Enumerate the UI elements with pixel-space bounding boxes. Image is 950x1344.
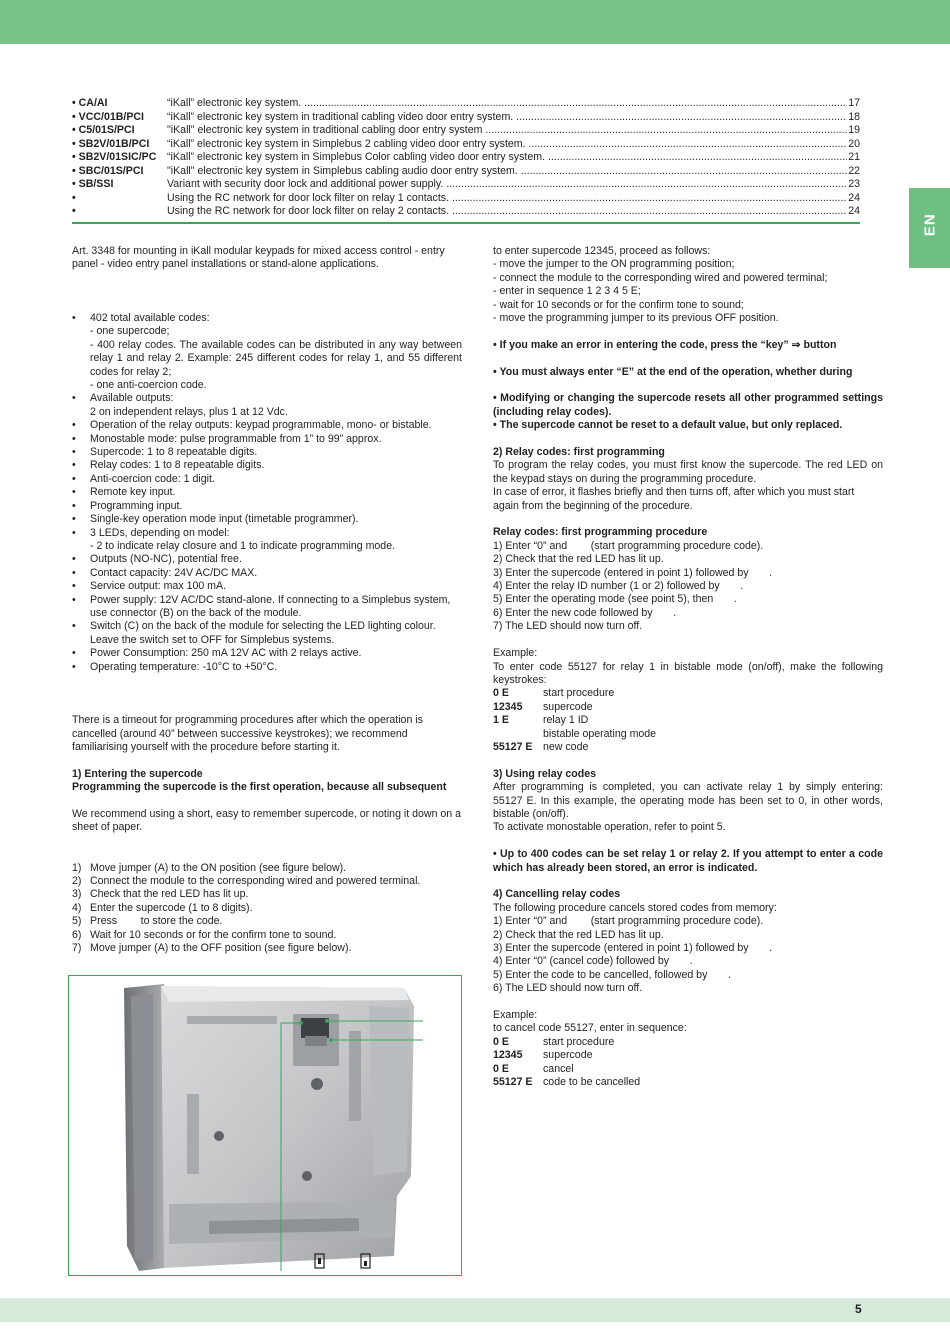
paragraph: to cancel code 55127, enter in sequence: — [493, 1022, 687, 1035]
language-tab — [909, 188, 950, 268]
toc-title: Using the RC network for door lock filter on relay 1 contacts. ..... — [167, 192, 847, 205]
toc-page: 17 — [848, 97, 860, 109]
list-item: 7) The LED should now turn off. — [493, 620, 643, 633]
page-number: 5 — [855, 1302, 862, 1316]
list-item: • 3 LEDs, depending on model: - 2 to indicate relay closure and 1 to indicate programming mode. — [72, 526, 396, 552]
toc-page: 20 — [848, 137, 860, 150]
list-item: • Supercode: 1 to 8 repeatable digits. — [72, 446, 258, 459]
toc-code: • — [72, 191, 76, 204]
toc-title: “iKall” electronic key system in Simplebus Color cabling video door entry system. ..... — [167, 151, 847, 164]
list-item: 2) Connect the module to the corresponding wired and powered terminal. — [72, 874, 421, 887]
list-item: 6) Wait for 10 seconds or for the confirm tone to sound. — [72, 928, 337, 941]
list-item: 4) Enter “0” (cancel code) followed by . — [493, 955, 693, 968]
section-heading: 4) Cancelling relay codes — [493, 888, 621, 901]
toc-page: 19 — [848, 124, 860, 136]
paragraph: To activate monostable operation, refer to point 5. — [493, 821, 726, 834]
toc-code: • VCC/01B/PCI — [72, 110, 144, 123]
list-item: 1) Move jumper (A) to the ON position (see figure below). — [72, 861, 347, 874]
list-item: 3) Check that the red LED has lit up. — [72, 888, 249, 901]
example-row: 0 E cancel — [493, 1062, 574, 1075]
list-item: • Power supply: 12V AC/DC stand-alone. If connecting to a Simplebus system, use connector (B) on the back of the module. — [72, 593, 451, 619]
note: • Modifying or changing the supercode resets all other programmed settings (including relay codes). — [493, 392, 883, 418]
toc-row[interactable] — [72, 178, 860, 192]
footer-band — [0, 1298, 950, 1322]
toc-row[interactable] — [72, 192, 860, 206]
toc-row[interactable] — [72, 138, 860, 152]
toc-code: • SBC/01S/PCI — [72, 164, 144, 177]
toc-title: “iKall” electronic key system in Simplebus 2 cabling video door entry system. ..... — [167, 138, 847, 151]
list-item: • Relay codes: 1 to 8 repeatable digits. — [72, 459, 265, 472]
list-item: • Anti-coercion code: 1 digit. — [72, 472, 215, 485]
timeout-text: There is a timeout for programming procedures after which the operation is cancelled (around 40” between successive keystrokes); we recommend familiarising yourself with the procedure before starting it. — [72, 714, 423, 753]
toc-code: • SB2V/01SIC/PC — [72, 151, 157, 163]
toc-page: 23 — [848, 178, 860, 190]
section-lead: Programming the supercode is the first operation, because all subsequent — [72, 781, 447, 794]
list-item: 6) Enter the new code followed by . — [493, 606, 677, 619]
example-row: 0 E start procedure — [493, 687, 615, 700]
list-item: 4) Enter the supercode (1 to 8 digits). — [72, 901, 253, 914]
list-item: 3) Enter the supercode (entered in point 1) followed by . — [493, 566, 773, 579]
right-column — [493, 245, 883, 1089]
example-row: bistable operating mode — [543, 727, 657, 740]
list-item: 7) Move jumper (A) to the OFF position (see figure below). — [72, 942, 352, 955]
paragraph: After programming is completed, you can activate relay 1 by simply entering: 55127 E. In this example, the operating mode has been set to 0, in other words, bistable (on/off). — [493, 781, 883, 820]
table-of-contents — [72, 97, 860, 219]
supercode-intro: to enter supercode 12345, proceed as follows: — [493, 245, 711, 257]
list-item: • Operation of the relay outputs: keypad programmable, mono- or bistable. — [72, 419, 432, 432]
list-item: • Programming input. — [72, 499, 183, 512]
note: • You must always enter “E” at the end of the operation, whether during — [493, 365, 853, 378]
list-item: 1) Enter “0” and (start programming procedure code). — [493, 915, 764, 928]
recommend-text: We recommend using a short, easy to remember supercode, or noting it down on a sheet of paper. — [72, 807, 462, 834]
toc-code: • — [72, 205, 76, 217]
list-item: - connect the module to the corresponding wired and powered terminal; — [493, 271, 828, 284]
toc-page: 22 — [848, 164, 860, 177]
list-item: 6) The LED should now turn off. — [493, 982, 643, 995]
toc-code: • SB/SSI — [72, 178, 114, 190]
note: • Up to 400 codes can be set relay 1 or relay 2. If you attempt to enter a code which has already been stored, an error is indicated. — [493, 848, 883, 874]
list-item: • Contact capacity: 24V AC/DC MAX. — [72, 566, 258, 579]
toc-row[interactable] — [72, 111, 860, 125]
paragraph: The following procedure cancels stored codes from memory: — [493, 901, 777, 914]
toc-row[interactable] — [72, 151, 860, 165]
list-item: 1) Enter “0” and (start programming procedure code). — [493, 539, 764, 552]
toc-page: 18 — [848, 110, 860, 123]
example-row: 55127 E new code — [493, 740, 589, 753]
toc-row[interactable] — [72, 124, 860, 138]
list-item: • 402 total available codes: - one supercode; - 400 relay codes. The available codes can be distributed in any way between relay 1 and relay 2. Example: 245 different codes for relay 1, and 55 different codes for relay 2; - one anti-coercion code. — [72, 312, 462, 392]
example-row: 55127 E code to be cancelled — [493, 1076, 641, 1089]
paragraph: To program the relay codes, you must first know the supercode. The red LED on the keypad stays on during the programming procedure. — [493, 459, 883, 485]
intro-text: Art. 3348 for mounting in iKall modular keypads for mixed access control - entry panel - video entry panel installations or stand-alone applications. — [72, 245, 445, 271]
toc-row[interactable] — [72, 97, 860, 111]
list-item: • Outputs (NO-NC), potential free. — [72, 553, 242, 566]
toc-page: 24 — [848, 205, 860, 217]
list-item: • Monostable mode: pulse programmable from 1” to 99” approx. — [72, 432, 382, 445]
toc-title: “iKall” electronic key system. ..... — [167, 97, 847, 110]
example-row: 12345 supercode — [493, 1049, 593, 1062]
toc-title: "iKall" electronic key system in Simplebus cabling audio door entry system. ..... — [167, 165, 847, 178]
list-item: • Remote key input. — [72, 486, 176, 499]
toc-page: 24 — [848, 191, 860, 204]
list-item: 3) Enter the supercode (entered in point 1) followed by . — [493, 941, 773, 954]
paragraph: In case of error, it flashes briefly and then turns off, after which you must start again from the beginning of the procedure. — [493, 486, 855, 512]
spec-list — [72, 312, 462, 674]
language-label: EN — [921, 213, 939, 237]
list-item: 5) Enter the operating mode (see point 5), then . — [493, 593, 737, 606]
example-label: Example: — [493, 1009, 538, 1021]
list-item: - move the programming jumper to its previous OFF position. — [493, 312, 779, 325]
example-label: Example: — [493, 647, 538, 660]
example-row: 0 E start procedure — [493, 1035, 615, 1048]
note: • The supercode cannot be reset to a default value, but only replaced. — [493, 419, 843, 432]
section-heading: 2) Relay codes: first programming — [493, 446, 665, 459]
list-item: - move the jumper to the ON programming position; — [493, 258, 735, 271]
list-item: • Single-key operation mode input (timetable programmer). — [72, 513, 359, 526]
toc-divider — [72, 222, 860, 224]
paragraph: To enter code 55127 for relay 1 in bistable mode (on/off), make the following keystrokes: — [493, 660, 883, 686]
example-row: 12345 supercode — [493, 700, 593, 713]
steps-list — [72, 862, 462, 956]
toc-row[interactable] — [72, 165, 860, 179]
toc-title: "iKall" electronic key system in traditional cabling door entry system ..... — [167, 124, 847, 137]
section-heading: 1) Entering the supercode — [72, 767, 203, 780]
module-figure — [68, 975, 462, 1276]
list-item: - wait for 10 seconds or for the confirm tone to sound; — [493, 298, 744, 311]
toc-page: 21 — [848, 151, 860, 163]
list-item: • Service output: max 100 mA. — [72, 580, 227, 593]
list-item: - enter in sequence 1 2 3 4 5 E; — [493, 285, 641, 298]
header-band — [0, 0, 950, 44]
list-item: 5) Press to store the code. — [72, 915, 223, 928]
toc-title: Variant with security door lock and additional power supply. ..... — [167, 178, 847, 191]
toc-row[interactable] — [72, 205, 860, 219]
list-item: • Available outputs: 2 on independent relays, plus 1 at 12 Vdc. — [72, 392, 288, 418]
list-item: 4) Enter the relay ID number (1 or 2) followed by . — [493, 580, 744, 593]
toc-code: • CA/AI — [72, 97, 108, 109]
list-item: • Switch (C) on the back of the module for selecting the LED lighting colour. Leave the switch set to OFF for Simplebus systems. — [72, 620, 436, 646]
toc-code: • C5/01S/PCI — [72, 124, 135, 136]
list-item: • Operating temperature: -10°C to +50°C. — [72, 660, 278, 673]
example-row: 1 E relay 1 ID — [493, 714, 589, 727]
list-item: 2) Check that the red LED has lit up. — [493, 928, 664, 941]
section-heading: Relay codes: first programming procedure — [493, 526, 708, 539]
list-item: 5) Enter the code to be cancelled, followed by . — [493, 968, 731, 981]
module-illustration — [69, 976, 462, 1276]
toc-title: “iKall” electronic key system in traditional cabling video door entry system. ..... — [167, 111, 847, 124]
list-item: 2) Check that the red LED has lit up. — [493, 553, 664, 566]
left-column — [72, 245, 462, 955]
toc-title: Using the RC network for door lock filter on relay 2 contacts. ..... — [167, 205, 847, 218]
note: • If you make an error in entering the code, press the “key” ⇒ button — [493, 338, 837, 351]
list-item: • Power Consumption: 250 mA 12V AC with 2 relays active. — [72, 647, 362, 660]
section-heading: 3) Using relay codes — [493, 767, 597, 780]
toc-code: • SB2V/01B/PCI — [72, 137, 150, 150]
